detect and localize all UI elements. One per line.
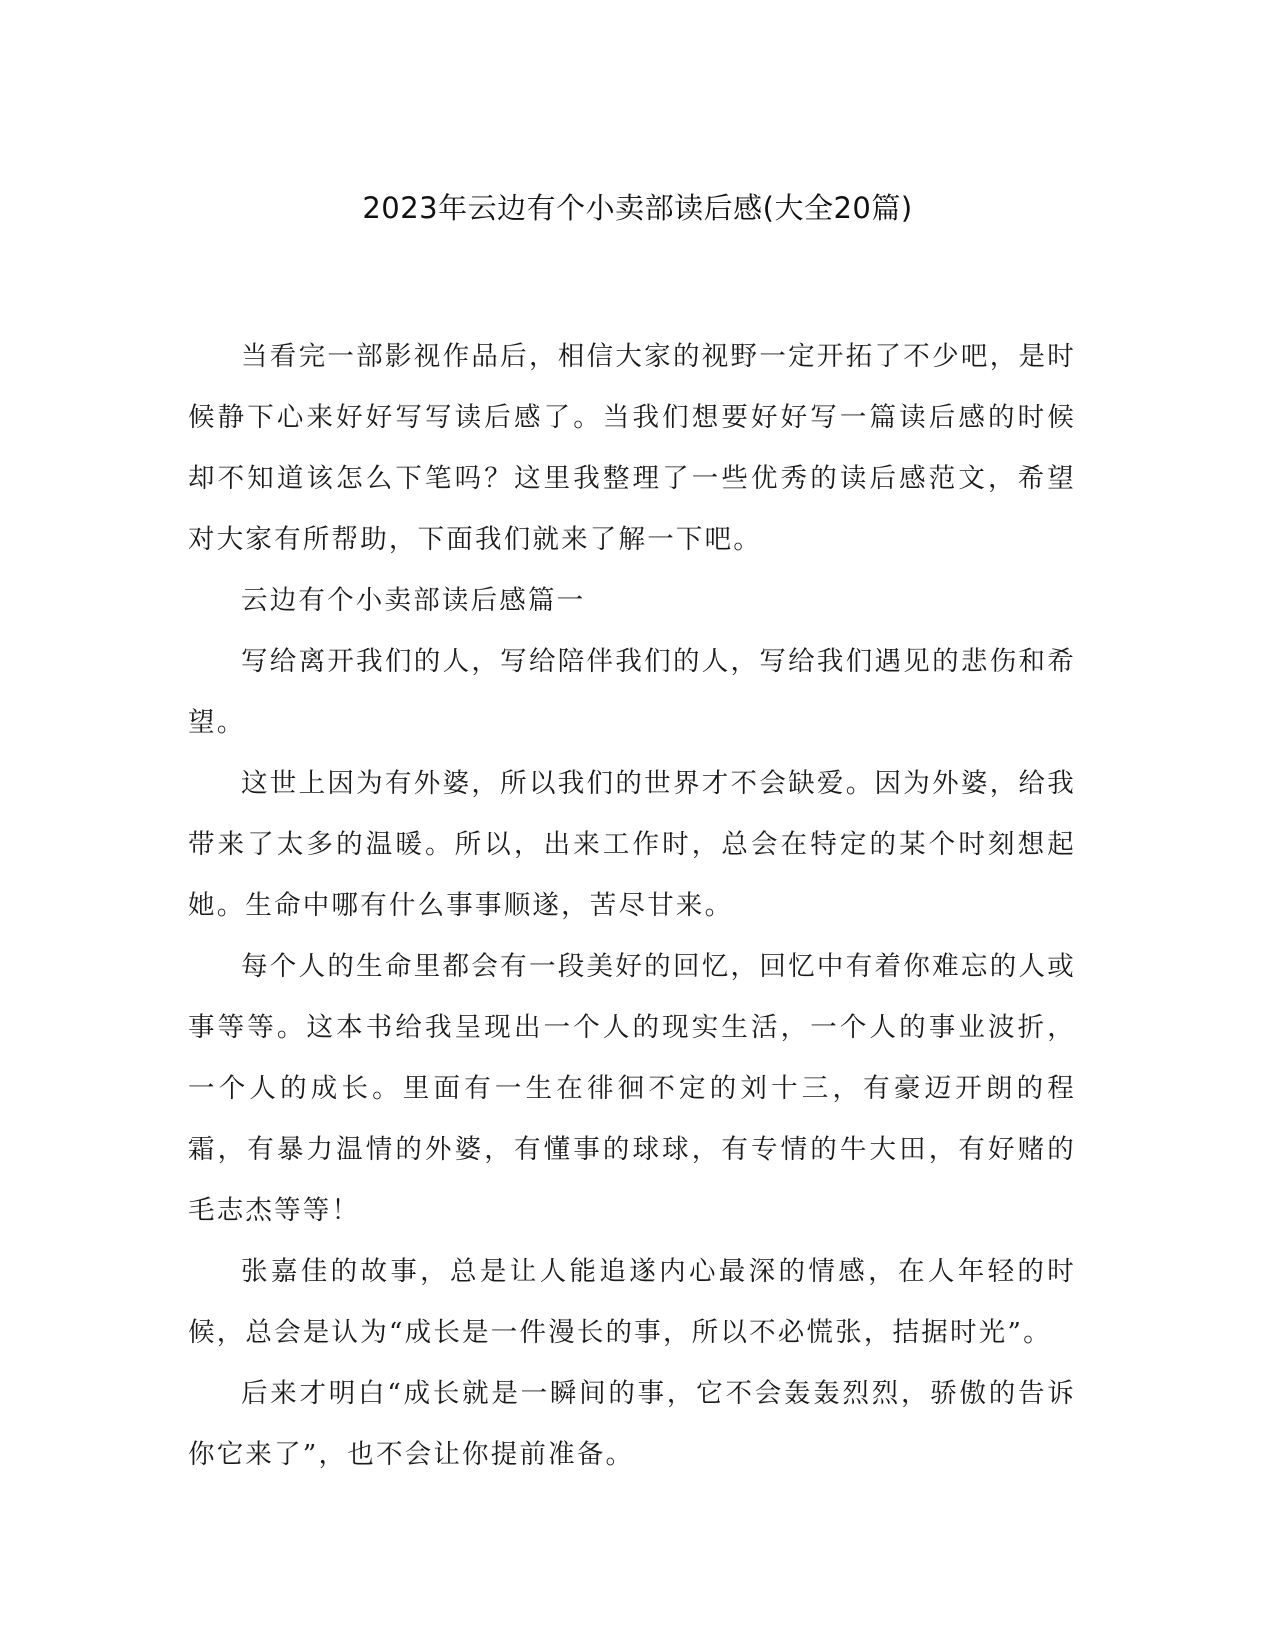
paragraph-intro: 当看完一部影视作品后，相信大家的视野一定开拓了不少吧，是时候静下心来好好写写读后感了。当我们想要好好写一篇读后感的时候却不知道该怎么下笔吗？这里我整理了一些优秀的读后感范文，希望对大家有所帮助，下面我们就来了解一下吧。 xyxy=(188,341,1076,555)
paragraph: 每个人的生命里都会有一段美好的回忆，回忆中有着你难忘的人或事等等。这本书给我呈现出一个人的现实生活，一个人的事业波折，一个人的成长。里面有一生在徘徊不定的刘十三，有豪迈开朗的程霜，有暴力温情的外婆，有懂事的球球，有专情的牛大田，有好赌的毛志杰等等！ xyxy=(188,951,1076,1226)
paragraph: 后来才明白“成长就是一瞬间的事，它不会轰轰烈烈，骄傲的告诉你它来了”，也不会让你提前准备。 xyxy=(188,1378,1076,1470)
document-title: 2023年云边有个小卖部读后感(大全20篇) xyxy=(362,191,913,225)
paragraph: 写给离开我们的人，写给陪伴我们的人，写给我们遇见的悲伤和希望。 xyxy=(188,646,1076,738)
section-heading: 云边有个小卖部读后感篇一 xyxy=(241,585,586,616)
paragraph: 这世上因为有外婆，所以我们的世界才不会缺爱。因为外婆，给我带来了太多的温暖。所以，出来工作时，总会在特定的某个时刻想起她。生命中哪有什么事事顺遂，苦尽甘来。 xyxy=(188,768,1076,921)
document-body xyxy=(188,326,1076,1485)
paragraph: 张嘉佳的故事，总是让人能追遂内心最深的情感，在人年轻的时候，总会是认为“成长是一件漫长的事，所以不必慌张，拮据时光”。 xyxy=(188,1256,1076,1348)
